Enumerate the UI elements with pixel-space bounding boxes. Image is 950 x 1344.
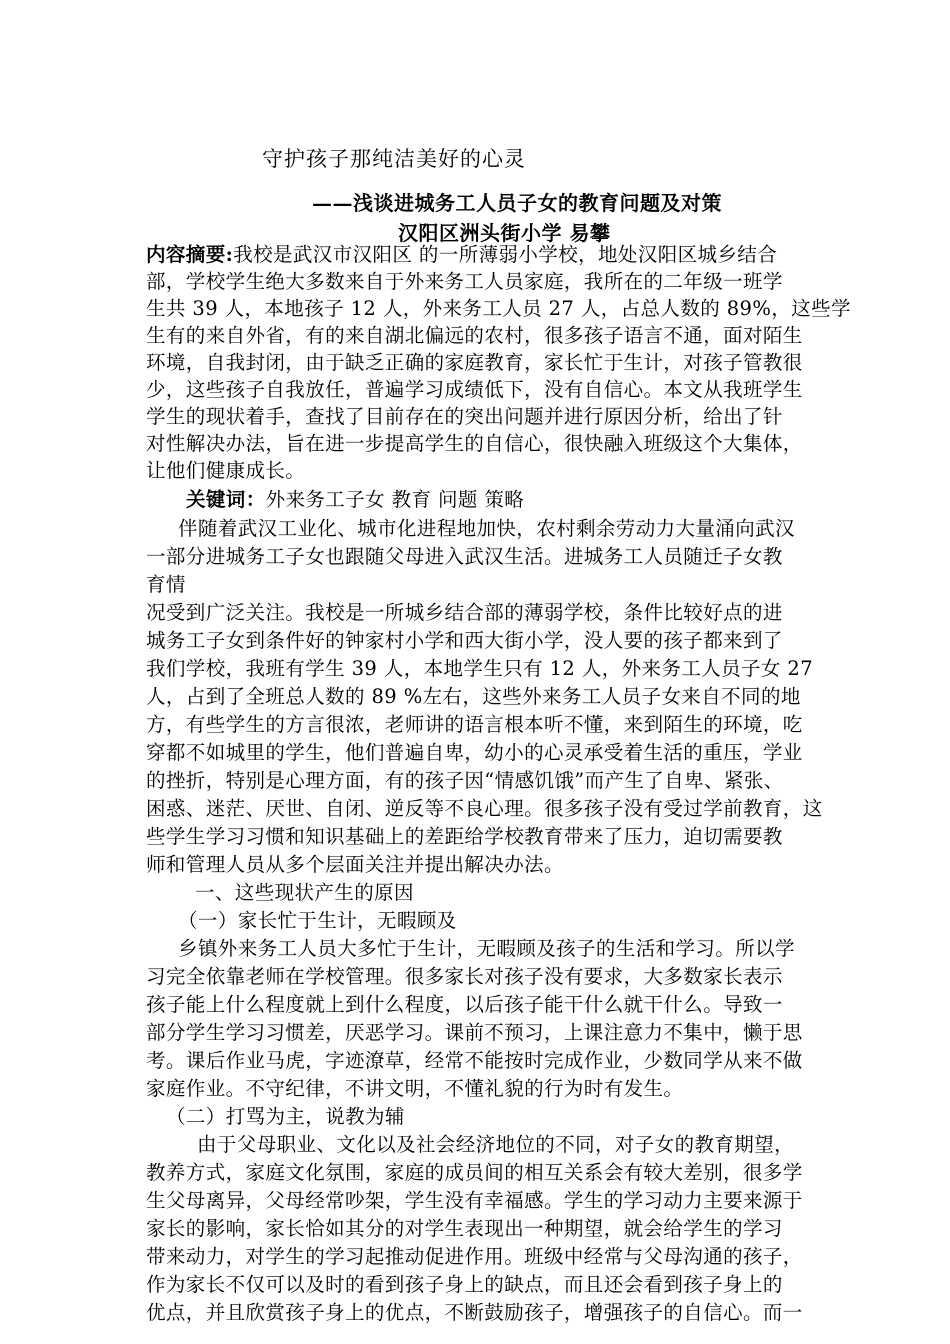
abstract-line: 学生的现状着手，查找了目前存在的突出问题并进行原因分析，给出了针 bbox=[146, 405, 783, 428]
intro-line: 师和管理人员从多个层面关注并提出解决办法。 bbox=[146, 853, 564, 876]
section-line: 习完全依靠老师在学校管理。很多家长对孩子没有要求，大多数家长表示 bbox=[146, 965, 783, 988]
section-line: 由于父母职业、文化以及社会经济地位的不同，对子女的教育期望， bbox=[197, 1133, 795, 1156]
keywords-text: 外来务工子女 教育 问题 策略 bbox=[265, 488, 525, 511]
intro-line: 我们学校，我班有学生 39 人，本地学生只有 12 人，外来务工人员子女 27 bbox=[146, 657, 814, 680]
intro-line: 些学生学习习惯和知识基础上的差距给学校教育带来了压力，迫切需要教 bbox=[146, 825, 783, 848]
abstract-line: 让他们健康成长。 bbox=[146, 459, 306, 482]
section-line: 优点，并且欣赏孩子身上的优点，不断鼓励孩子，增强孩子的自信心。而一 bbox=[146, 1301, 803, 1324]
section-line: 作为家长不仅可以及时的看到孩子身上的缺点，而且还会看到孩子身上的 bbox=[146, 1273, 783, 1296]
author-line: 汉阳区洲头街小学 易攀 bbox=[398, 221, 611, 245]
abstract-line: 生有的来自外省，有的来自湖北偏远的农村，很多孩子语言不通，面对陌生 bbox=[146, 324, 803, 347]
abstract-first-text: 我校是武汉市汉阳区 的一所薄弱小学校，地处汉阳区城乡结合 bbox=[233, 243, 778, 266]
section-line: 乡镇外来务工人员大多忙于生计，无暇顾及孩子的生活和学习。所以学 bbox=[178, 937, 795, 960]
intro-line: 困惑、迷茫、厌世、自闭、逆反等不良心理。很多孩子没有受过学前教育，这 bbox=[146, 797, 823, 820]
intro-line: 育情 bbox=[146, 573, 186, 596]
intro-line: 城务工子女到条件好的钟家村小学和西大街小学，没人要的孩子都来到了 bbox=[146, 629, 783, 652]
section-line: 孩子能上什么程度就上到什么程度，以后孩子能干什么就干什么。导致一 bbox=[146, 993, 783, 1016]
intro-line: 一部分进城务工子女也跟随父母进入武汉生活。进城务工人员随迁子女教 bbox=[146, 545, 783, 568]
section-line: 部分学生学习习惯差，厌恶学习。课前不预习，上课注意力不集中，懒于思 bbox=[146, 1021, 803, 1044]
abstract-line: 少，这些孩子自我放任，普遍学习成绩低下，没有自信心。本文从我班学生 bbox=[146, 378, 803, 401]
subsection-heading: （二）打骂为主，说教为辅 bbox=[166, 1105, 405, 1128]
section-line: 家庭作业。不守纪律，不讲文明，不懂礼貌的行为时有发生。 bbox=[146, 1077, 684, 1100]
intro-line: 伴随着武汉工业化、城市化进程地加快，农村剩余劳动力大量涌向武汉 bbox=[178, 517, 795, 540]
intro-line: 方，有些学生的方言很浓，老师讲的语言根本听不懂，来到陌生的环境，吃 bbox=[146, 713, 803, 736]
intro-line: 人，占到了全班总人数的 89 %左右，这些外来务工人员子女来自不同的地 bbox=[146, 685, 801, 708]
abstract-line: 对性解决办法，旨在进一步提高学生的自信心，很快融入班级这个大集体， bbox=[146, 432, 803, 455]
intro-line: 况受到广泛关注。我校是一所城乡结合部的薄弱学校，条件比较好点的进 bbox=[146, 601, 783, 624]
section-heading: 一、这些现状产生的原因 bbox=[195, 881, 414, 904]
section-line: 带来动力，对学生的学习起推动促进作用。班级中经常与父母沟通的孩子， bbox=[146, 1245, 803, 1268]
intro-line: 穿都不如城里的学生，他们普遍自卑，幼小的心灵承受着生活的重压，学业 bbox=[146, 741, 803, 764]
document-subtitle: ——浅谈进城务工人员子女的教育问题及对策 bbox=[312, 191, 722, 215]
section-line: 教养方式，家庭文化氛围，家庭的成员间的相互关系会有较大差别，很多学 bbox=[146, 1161, 803, 1184]
keywords-line bbox=[186, 486, 524, 513]
section-line: 生父母离异，父母经常吵架，学生没有幸福感。学生的学习动力主要来源于 bbox=[146, 1189, 803, 1212]
abstract-line: 环境，自我封闭，由于缺乏正确的家庭教育，家长忙于生计，对孩子管教很 bbox=[146, 351, 803, 374]
section-line: 考。课后作业马虎，字迹潦草，经常不能按时完成作业，少数同学从来不做 bbox=[146, 1049, 803, 1072]
keywords-label: 关键词： bbox=[186, 488, 266, 511]
abstract-label: 内容摘要: bbox=[146, 243, 234, 266]
intro-line: 的挫折，特别是心理方面，有的孩子因“情感饥饿”而产生了自卑、紧张、 bbox=[146, 769, 784, 792]
document-title: 守护孩子那纯洁美好的心灵 bbox=[262, 147, 526, 171]
abstract-first-line bbox=[146, 241, 777, 268]
abstract-line: 部，学校学生绝大多数来自于外来务工人员家庭，我所在的二年级一班学 bbox=[146, 270, 783, 293]
abstract-line: 生共 39 人，本地孩子 12 人，外来务工人员 27 人，占总人数的 89%，这些学 bbox=[146, 297, 851, 320]
section-line: 家长的影响，家长恰如其分的对学生表现出一种期望，就会给学生的学习 bbox=[146, 1217, 783, 1240]
subsection-heading: （一）家长忙于生计，无暇顾及 bbox=[178, 909, 457, 932]
